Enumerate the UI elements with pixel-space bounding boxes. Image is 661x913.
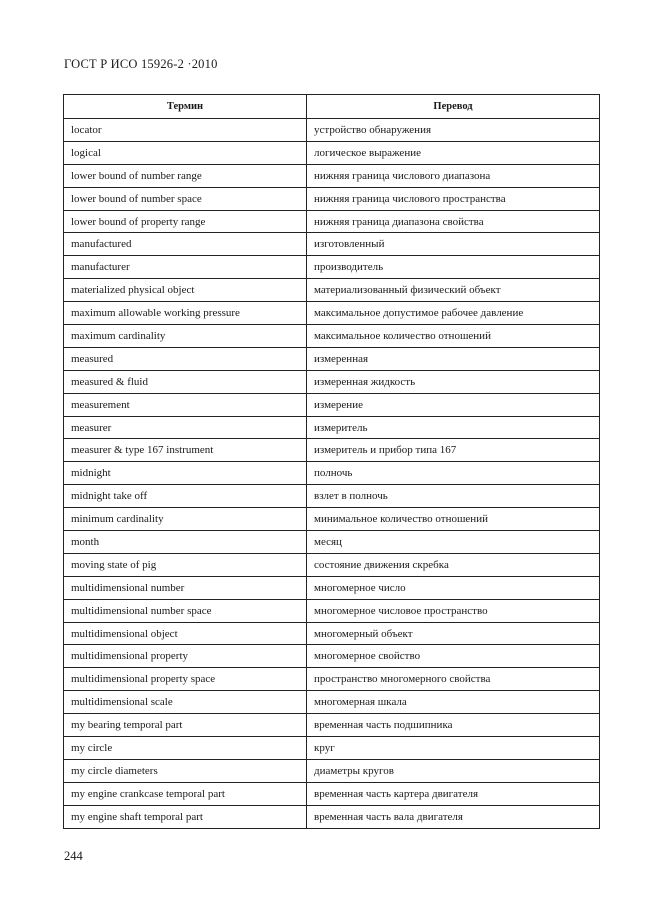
term-cell: measurement — [64, 393, 307, 416]
term-cell: my bearing temporal part — [64, 714, 307, 737]
column-header-translation: Перевод — [307, 95, 600, 119]
translation-cell: месяц — [307, 531, 600, 554]
table-row — [64, 759, 600, 782]
translation-cell: логическое выражение — [307, 141, 600, 164]
translation-cell: минимальное количество отношений — [307, 508, 600, 531]
table-row — [64, 485, 600, 508]
translation-cell: измеренная — [307, 347, 600, 370]
term-cell: multidimensional property — [64, 645, 307, 668]
translation-cell: пространство многомерного свойства — [307, 668, 600, 691]
table-row — [64, 599, 600, 622]
translation-cell: производитель — [307, 256, 600, 279]
table-row — [64, 737, 600, 760]
document-header: ГОСТ Р ИСО 15926-2 ·2010 — [64, 57, 218, 71]
translation-cell: измерение — [307, 393, 600, 416]
table-row — [64, 714, 600, 737]
term-cell: lower bound of property range — [64, 210, 307, 233]
translation-cell: многомерное число — [307, 576, 600, 599]
table-row — [64, 393, 600, 416]
term-cell: lower bound of number space — [64, 187, 307, 210]
translation-cell: максимальное количество отношений — [307, 325, 600, 348]
table-row — [64, 553, 600, 576]
table-row — [64, 622, 600, 645]
translation-cell: материализованный физический объект — [307, 279, 600, 302]
column-header-term: Термин — [64, 95, 307, 119]
translation-cell: измеритель и прибор типа 167 — [307, 439, 600, 462]
translation-cell: многомерный объект — [307, 622, 600, 645]
table-row — [64, 119, 600, 142]
table-row — [64, 370, 600, 393]
translation-cell: многомерная шкала — [307, 691, 600, 714]
translation-cell: измеренная жидкость — [307, 370, 600, 393]
table-row — [64, 531, 600, 554]
term-cell: multidimensional scale — [64, 691, 307, 714]
table-row — [64, 782, 600, 805]
term-cell: minimum cardinality — [64, 508, 307, 531]
translation-cell: круг — [307, 737, 600, 760]
glossary-table — [63, 94, 600, 829]
term-cell: manufactured — [64, 233, 307, 256]
translation-cell: устройство обнаружения — [307, 119, 600, 142]
term-cell: maximum cardinality — [64, 325, 307, 348]
table-row — [64, 279, 600, 302]
table-row — [64, 508, 600, 531]
translation-cell: диаметры кругов — [307, 759, 600, 782]
table-row — [64, 462, 600, 485]
term-cell: midnight take off — [64, 485, 307, 508]
term-cell: my circle — [64, 737, 307, 760]
table-row — [64, 347, 600, 370]
table-row — [64, 302, 600, 325]
term-cell: logical — [64, 141, 307, 164]
term-cell: multidimensional number — [64, 576, 307, 599]
table-row — [64, 805, 600, 828]
table-row — [64, 576, 600, 599]
translation-cell: состояние движения скребка — [307, 553, 600, 576]
term-cell: my engine crankcase temporal part — [64, 782, 307, 805]
term-cell: measurer & type 167 instrument — [64, 439, 307, 462]
table-row — [64, 325, 600, 348]
term-cell: multidimensional object — [64, 622, 307, 645]
term-cell: measured — [64, 347, 307, 370]
translation-cell: полночь — [307, 462, 600, 485]
table-row — [64, 141, 600, 164]
translation-cell: многомерное числовое пространство — [307, 599, 600, 622]
term-cell: locator — [64, 119, 307, 142]
table-row — [64, 256, 600, 279]
table-row — [64, 233, 600, 256]
translation-cell: максимальное допустимое рабочее давление — [307, 302, 600, 325]
table-body — [64, 119, 600, 829]
term-cell: my engine shaft temporal part — [64, 805, 307, 828]
term-cell: materialized physical object — [64, 279, 307, 302]
table-row — [64, 164, 600, 187]
translation-cell: нижняя граница диапазона свойства — [307, 210, 600, 233]
translation-cell: временная часть вала двигателя — [307, 805, 600, 828]
term-cell: manufacturer — [64, 256, 307, 279]
term-cell: midnight — [64, 462, 307, 485]
translation-cell: многомерное свойство — [307, 645, 600, 668]
translation-cell: нижняя граница числового пространства — [307, 187, 600, 210]
table-row — [64, 645, 600, 668]
translation-cell: измеритель — [307, 416, 600, 439]
term-cell: month — [64, 531, 307, 554]
term-cell: measurer — [64, 416, 307, 439]
translation-cell: временная часть подшипника — [307, 714, 600, 737]
page-number: 244 — [64, 849, 83, 863]
table-header-row — [64, 95, 600, 119]
term-cell: moving state of pig — [64, 553, 307, 576]
term-cell: measured & fluid — [64, 370, 307, 393]
table-row — [64, 416, 600, 439]
table-row — [64, 439, 600, 462]
term-cell: lower bound of number range — [64, 164, 307, 187]
table-row — [64, 668, 600, 691]
term-cell: my circle diameters — [64, 759, 307, 782]
term-cell: maximum allowable working pressure — [64, 302, 307, 325]
table-row — [64, 210, 600, 233]
translation-cell: изготовленный — [307, 233, 600, 256]
table-row — [64, 691, 600, 714]
translation-cell: взлет в полночь — [307, 485, 600, 508]
translation-cell: нижняя граница числового диапазона — [307, 164, 600, 187]
term-cell: multidimensional property space — [64, 668, 307, 691]
translation-cell: временная часть картера двигателя — [307, 782, 600, 805]
table-row — [64, 187, 600, 210]
term-cell: multidimensional number space — [64, 599, 307, 622]
